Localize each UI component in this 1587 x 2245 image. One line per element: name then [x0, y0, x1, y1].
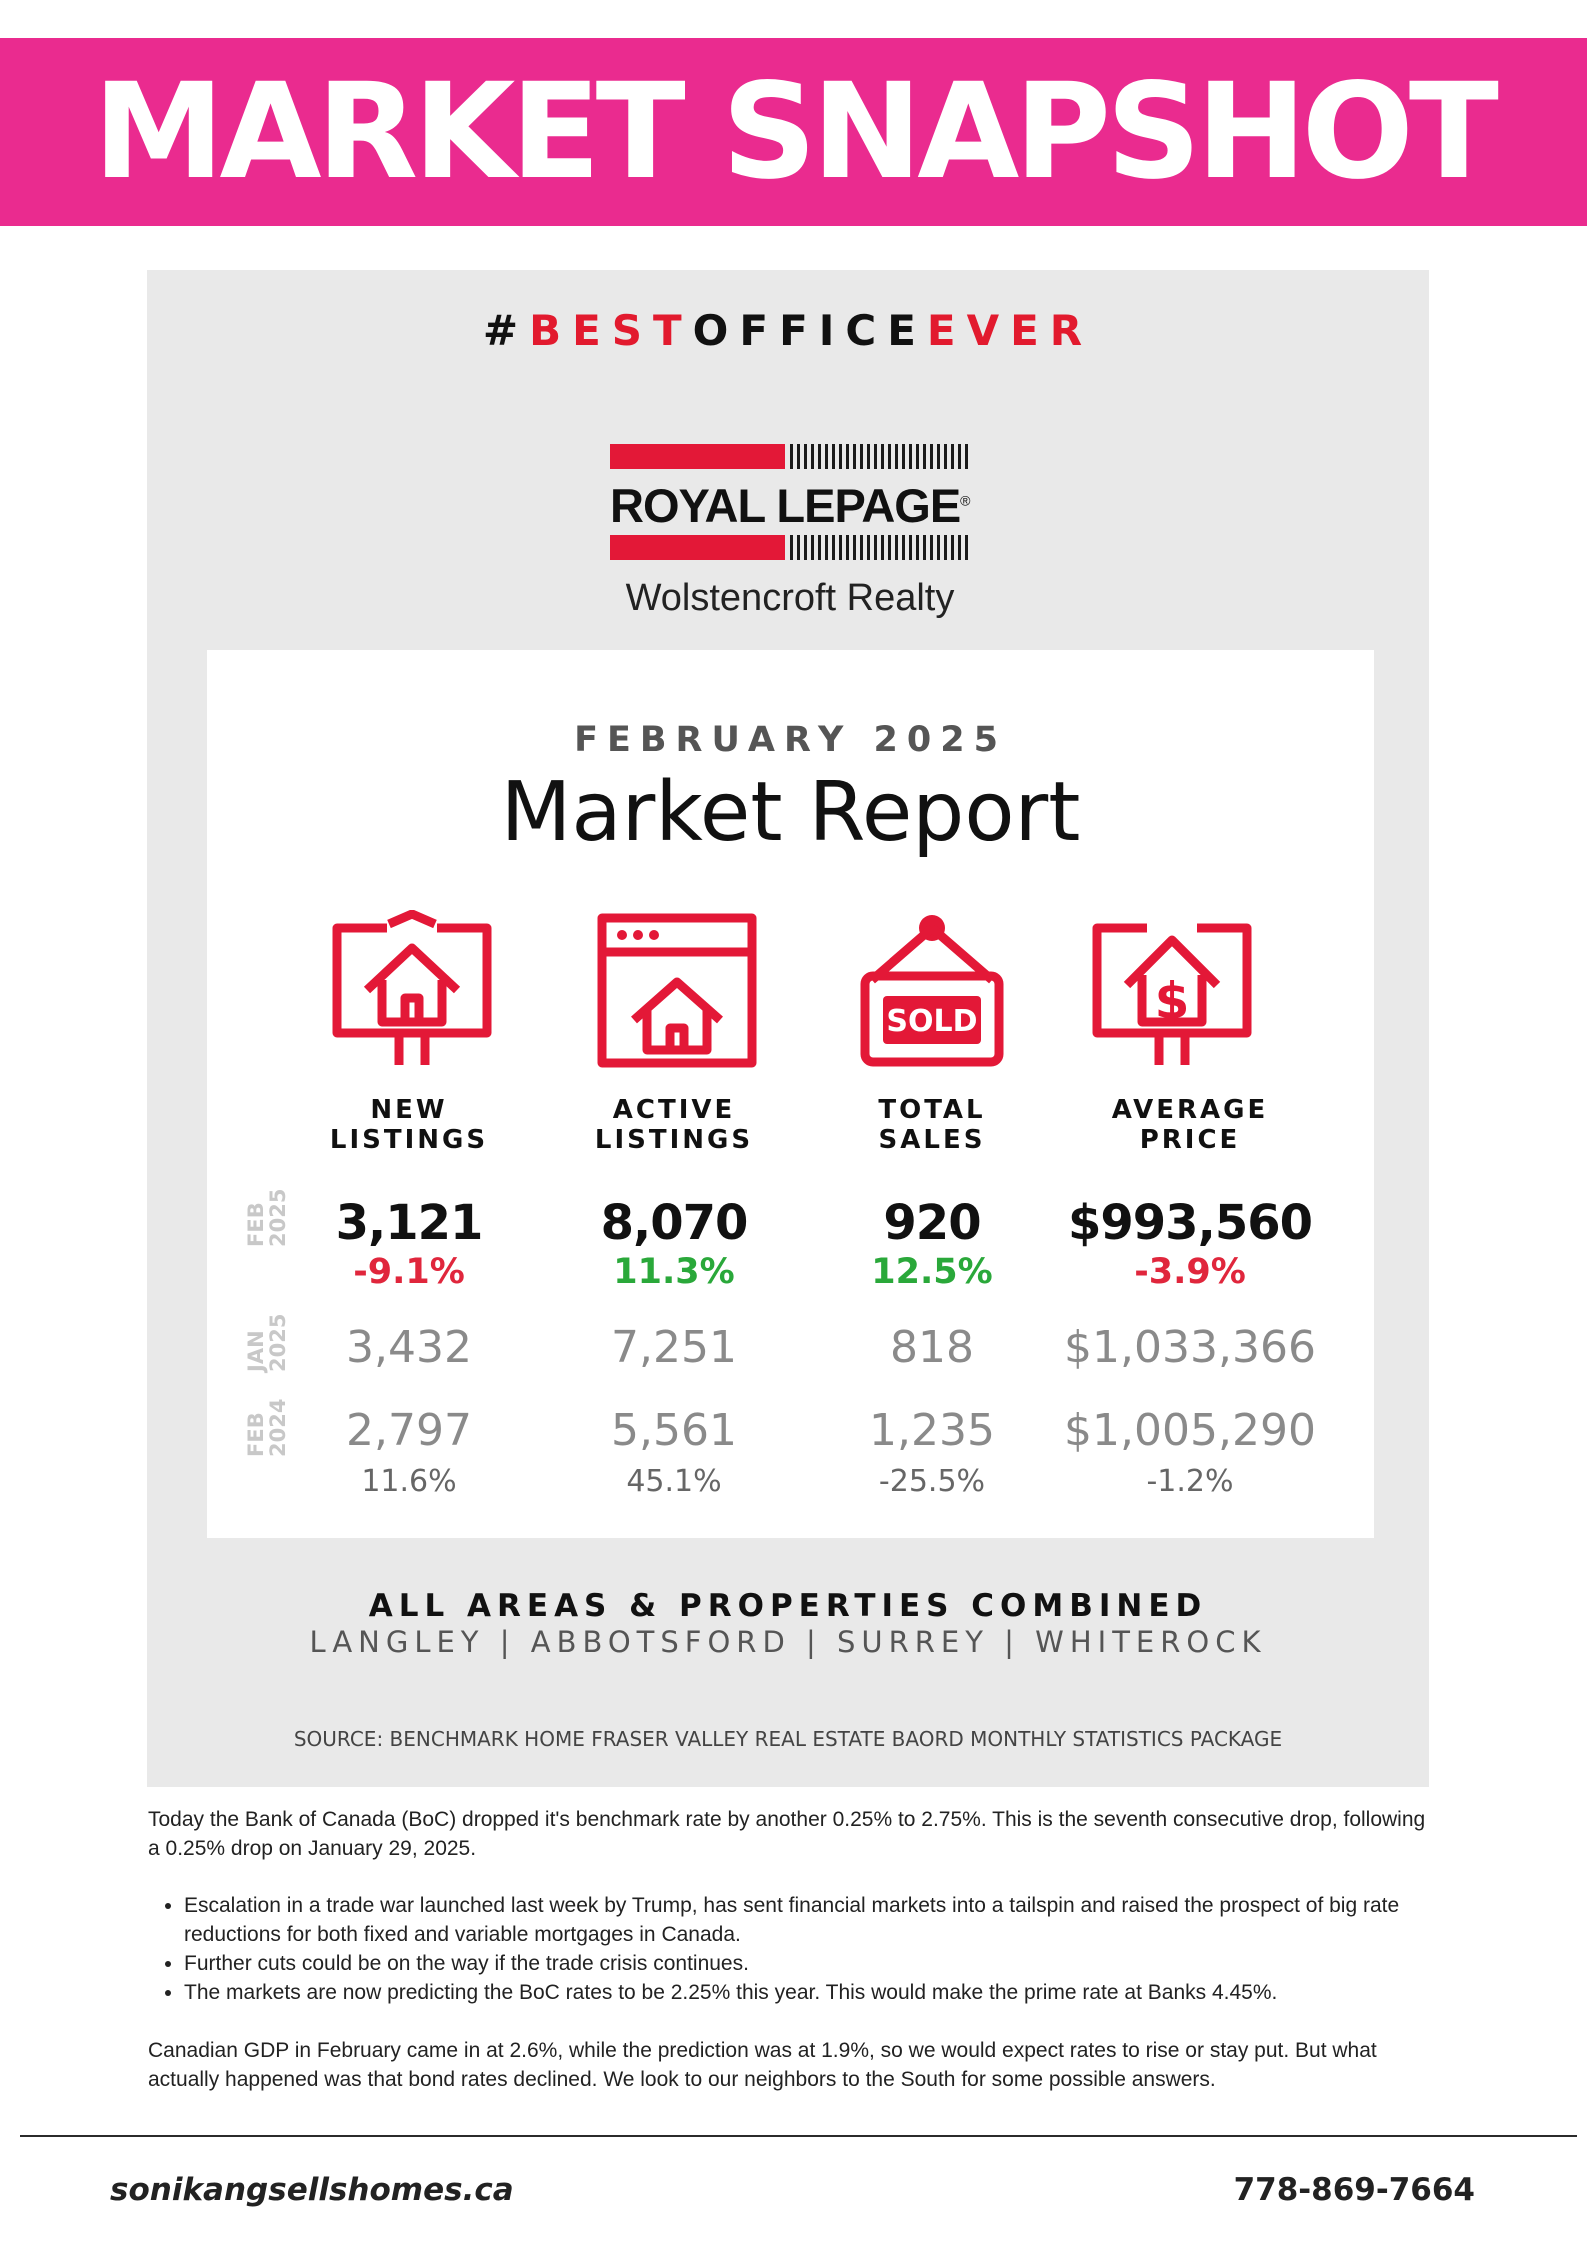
row-label-feb-2024: FEB 2024: [244, 1398, 290, 1457]
report-card: [207, 650, 1374, 1538]
label-new-listings: NEW LISTINGS: [329, 1095, 489, 1155]
average-price-feb-2024: $1,005,290: [1064, 1405, 1316, 1456]
intro-paragraph: Today the Bank of Canada (BoC) dropped it's benchmark rate by another 0.25% to 2.75%. This is the seventh consecutive drop, following a 0.25% drop on January 29, 2025.: [148, 1808, 1426, 1860]
active-listings-feb-2024: 5,561: [611, 1405, 737, 1456]
svg-text:SOLD: SOLD: [886, 1004, 978, 1039]
hashtag-best: BEST: [529, 306, 693, 355]
royal-lepage-logo: [610, 440, 970, 630]
bullet-list: [148, 1891, 1438, 2007]
label-average-price: AVERAGE PRICE: [1111, 1095, 1269, 1155]
active-listings-mom-change: 11.3%: [613, 1252, 735, 1292]
page-title: MARKET SNAPSHOT: [93, 55, 1494, 209]
average-price-jan-2025: $1,033,366: [1064, 1322, 1316, 1373]
average-price-feb-2025: $993,560: [1067, 1195, 1313, 1251]
total-sales-jan-2025: 818: [890, 1322, 974, 1373]
hashtag-office: OFFICE: [692, 306, 927, 355]
logo-ticks-bottom: [790, 535, 968, 560]
article-bullets: [148, 1891, 1438, 2007]
new-listings-yoy-change: 11.6%: [361, 1464, 457, 1499]
hashtag-ever: EVER: [926, 306, 1094, 355]
average-price-mom-change: -3.9%: [1134, 1252, 1246, 1292]
areas-list: LANGLEY | ABBOTSFORD | SURREY | WHITEROCK: [309, 1625, 1267, 1659]
bullet-item: • Further cuts could be on the way if the trade crisis continues.: [184, 1949, 1438, 1978]
new-listings-mom-change: -9.1%: [353, 1252, 465, 1292]
active-listings-jan-2025: 7,251: [611, 1322, 737, 1373]
logo-red-bar-top: [610, 444, 785, 469]
active-listings-feb-2025: 8,070: [600, 1195, 748, 1251]
bullet-item: • The markets are now predicting the BoC rates to be 2.25% this year. This would make the prime rate at Banks 4.45%.: [184, 1978, 1438, 2007]
total-sales-feb-2024: 1,235: [869, 1405, 995, 1456]
svg-text:$: $: [1154, 972, 1190, 1030]
market-report-graphic: [147, 270, 1429, 1787]
closing-paragraph: Canadian GDP in February came in at 2.6%, while the prediction was at 1.9%, so we would expect rates to rise or stay put. But what actually happened was that bond rates declined. We look to our neighbors to the South for some possible answers.: [148, 2039, 1377, 2091]
active-listings-yoy-change: 45.1%: [626, 1464, 722, 1499]
browser-house-icon: [592, 910, 762, 1070]
footer-website[interactable]: sonikangsellshomes.ca: [110, 2172, 514, 2208]
label-active-listings: ACTIVE LISTINGS: [594, 1095, 754, 1155]
footer-phone[interactable]: 778-869-7664: [1233, 2172, 1475, 2208]
article-closing: [148, 2036, 1438, 2094]
average-price-yoy-change: -1.2%: [1146, 1464, 1234, 1499]
row-label-jan-2025: JAN 2025: [244, 1313, 290, 1372]
new-listings-feb-2024: 2,797: [346, 1405, 472, 1456]
logo-office-name: Wolstencroft Realty: [625, 577, 955, 619]
new-listings-feb-2025: 3,121: [335, 1195, 483, 1251]
new-listings-jan-2025: 3,432: [346, 1322, 472, 1373]
hashtag-hash: #: [482, 306, 530, 355]
house-dollar-icon: [1087, 910, 1257, 1070]
label-total-sales: TOTAL SALES: [878, 1095, 986, 1155]
logo-red-bar-bottom: [610, 535, 785, 560]
row-label-feb-2025: FEB 2025: [244, 1188, 290, 1247]
hashtag-bestofficeever: [147, 306, 1429, 355]
sold-sign-icon: [847, 910, 1017, 1070]
report-month: FEBRUARY 2025: [574, 720, 1007, 760]
title-banner: [0, 38, 1587, 226]
report-title: Market Report: [500, 765, 1081, 860]
logo-ticks-top: [790, 444, 968, 469]
areas-heading: ALL AREAS & PROPERTIES COMBINED: [368, 1588, 1208, 1624]
footer-divider: [20, 2135, 1577, 2137]
house-sign-icon: [327, 910, 497, 1070]
bullet-item: • Escalation in a trade war launched last week by Trump, has sent financial markets into a tailspin and raised the prospect of big rate reductions for both fixed and variable mortgages in Canada.: [184, 1891, 1438, 1949]
total-sales-yoy-change: -25.5%: [878, 1464, 986, 1499]
article-intro: [148, 1805, 1438, 1863]
source-note: SOURCE: BENCHMARK HOME FRASER VALLEY REAL ESTATE BAORD MONTHLY STATISTICS PACKAGE: [293, 1727, 1283, 1751]
logo-brand-name: ROYAL LEPAGE®: [610, 479, 970, 532]
total-sales-feb-2025: 920: [883, 1195, 981, 1251]
total-sales-mom-change: 12.5%: [871, 1252, 993, 1292]
